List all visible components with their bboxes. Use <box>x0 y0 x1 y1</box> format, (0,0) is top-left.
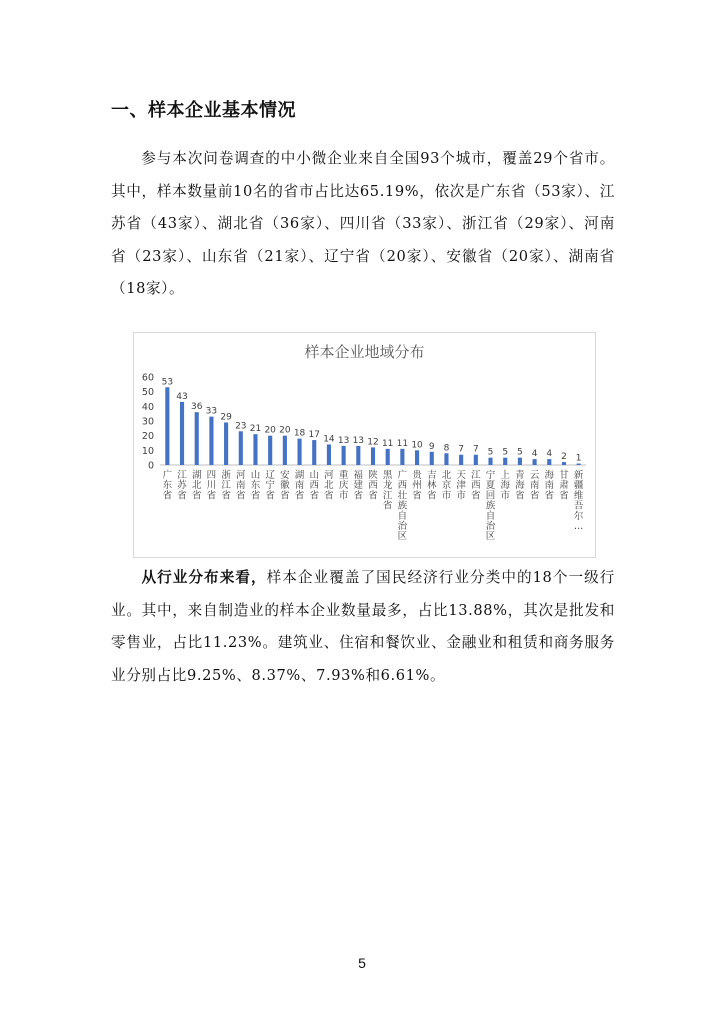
data-label: 33 <box>205 406 218 417</box>
page-number: 5 <box>358 955 366 971</box>
bar <box>488 458 492 465</box>
data-label: 5 <box>502 447 509 458</box>
x-tick-label: 河南省 <box>236 470 246 502</box>
chart-title: 样本企业地域分布 <box>304 343 425 361</box>
data-label: 7 <box>458 444 465 455</box>
bar <box>312 440 316 465</box>
x-tick-label: 四川省 <box>206 470 217 502</box>
section-heading: 一、样本企业基本情况 <box>111 100 296 121</box>
x-tick-label: 新疆维吾尔… <box>573 470 584 532</box>
data-label: 7 <box>472 444 479 455</box>
bar <box>371 447 375 465</box>
bar <box>474 455 478 465</box>
x-tick-label: 贵州省 <box>412 470 422 502</box>
x-tick-label: 天津市 <box>456 470 466 502</box>
intro-paragraph <box>111 143 615 306</box>
bar <box>342 446 346 465</box>
region-distribution-chart <box>133 332 596 558</box>
x-tick-label: 湖北省 <box>191 470 202 502</box>
chart-svg <box>134 333 595 557</box>
data-label: 11 <box>396 438 409 449</box>
bar <box>430 452 434 465</box>
y-tick-label: 40 <box>141 401 154 413</box>
bar <box>415 450 419 465</box>
bar <box>356 446 360 465</box>
data-label: 13 <box>337 435 350 446</box>
data-label: 29 <box>220 412 232 423</box>
x-tick-label: 上海市 <box>500 470 510 502</box>
bar <box>180 402 184 465</box>
data-label: 21 <box>249 424 262 435</box>
x-tick-label: 江苏省 <box>177 470 187 502</box>
x-tick-label: 湖南省 <box>294 470 305 502</box>
x-tick-label: 北京市 <box>441 470 452 502</box>
y-tick-label: 30 <box>141 416 154 428</box>
data-label: 4 <box>546 449 553 460</box>
data-label: 36 <box>190 402 203 413</box>
x-tick-label: 福建省 <box>353 470 364 502</box>
data-label: 14 <box>323 434 335 445</box>
bar <box>268 436 272 465</box>
x-tick-label: 广东省 <box>162 470 173 502</box>
bar <box>165 387 169 465</box>
bar <box>518 458 522 465</box>
bar <box>297 439 301 465</box>
bar <box>533 459 537 465</box>
x-tick-label: 安徽省 <box>280 470 290 502</box>
x-tick-label: 吉林省 <box>427 470 437 502</box>
x-tick-label: 山东省 <box>250 470 261 502</box>
data-label: 11 <box>381 438 394 449</box>
bar <box>386 449 390 465</box>
bar <box>224 422 228 465</box>
intro-text: 参与本次问卷调查的中小微企业来自全国93个城市，覆盖29个省市。其中，样本数量前10名的省市占比达65.19%，依次是广东省（53家）、江苏省（43家）、湖北省（36家）、四川省（33家）、浙江省（29家）、河南省（23家）、山东省（21家）、辽宁省（20家）、安徽省（20家）、湖南省（18家）。 <box>111 150 615 297</box>
y-tick-label: 0 <box>147 460 154 472</box>
data-label: 53 <box>161 377 174 388</box>
data-label: 43 <box>176 391 188 402</box>
data-label: 2 <box>561 452 567 463</box>
bar <box>503 458 507 465</box>
bar <box>283 436 287 465</box>
x-tick-label: 宁夏回族自治区 <box>485 470 496 543</box>
bar <box>444 453 448 465</box>
y-tick-label: 10 <box>141 445 154 457</box>
x-tick-label: 河北省 <box>324 470 334 502</box>
data-label: 18 <box>293 428 306 439</box>
data-label: 8 <box>443 443 450 454</box>
y-tick-label: 60 <box>141 372 154 384</box>
industry-text: 样本企业覆盖了国民经济行业分类中的18个一级行业。其中，来自制造业的样本企业数量最多，占比13.88%，其次是批发和零售业，占比11.23%。建筑业、住宿和餐饮业、金融业和租赁和商务服务业分别占比9.25%、8.37%、7.93%和6.61%。 <box>111 569 615 684</box>
industry-paragraph <box>111 562 615 692</box>
data-label: 5 <box>487 447 494 458</box>
x-tick-label: 甘肃省 <box>559 470 569 502</box>
bar <box>547 459 551 465</box>
bar <box>459 455 463 465</box>
bar <box>253 434 257 465</box>
x-tick-label: 陕西省 <box>368 470 378 502</box>
x-tick-label: 江西省 <box>471 470 481 502</box>
data-label: 9 <box>428 441 435 452</box>
bar <box>239 431 243 465</box>
data-label: 20 <box>279 425 291 436</box>
x-tick-label: 云南省 <box>529 470 540 502</box>
data-label: 1 <box>575 453 582 464</box>
bar <box>577 464 581 465</box>
y-tick-label: 20 <box>141 431 154 443</box>
bar <box>209 417 213 465</box>
data-label: 5 <box>517 447 523 458</box>
bar <box>195 412 199 465</box>
data-label: 17 <box>308 430 320 441</box>
x-tick-label: 重庆市 <box>338 470 349 502</box>
bar <box>400 449 404 465</box>
industry-lead: 从行业分布来看， <box>141 569 267 586</box>
data-label: 23 <box>235 421 247 432</box>
x-tick-label: 青海省 <box>515 470 525 502</box>
data-label: 12 <box>367 437 379 448</box>
data-label: 13 <box>352 435 365 446</box>
data-label: 4 <box>531 449 538 460</box>
bar <box>327 444 331 465</box>
bar <box>562 462 566 465</box>
x-tick-label: 山西省 <box>309 470 319 502</box>
x-tick-label: 广西壮族自治区 <box>397 470 408 543</box>
x-tick-label: 辽宁省 <box>265 470 275 502</box>
data-label: 20 <box>264 425 276 436</box>
x-tick-label: 海南省 <box>544 470 555 502</box>
x-tick-label: 黑龙江省 <box>382 470 393 512</box>
x-tick-label: 浙江省 <box>221 470 231 502</box>
data-label: 10 <box>411 440 423 451</box>
y-tick-label: 50 <box>141 387 154 399</box>
